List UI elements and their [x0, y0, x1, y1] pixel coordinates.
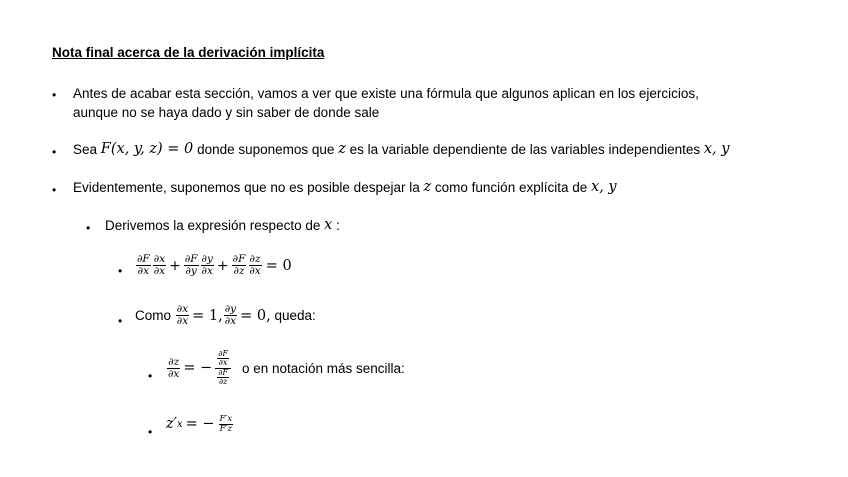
bullet-marker: •: [148, 369, 153, 383]
formula-F: F(x, y, z) = 0: [100, 141, 194, 157]
bullet-marker: •: [118, 314, 123, 328]
bullet-marker: •: [52, 88, 57, 102]
bullet-marker: •: [52, 183, 57, 197]
bullet2: Sea F(x, y, z) = 0 donde suponemos que z es la variable dependiente de las variables independientes x, y: [73, 141, 730, 157]
bullet4: Derivemos la expresión respecto de x :: [105, 217, 340, 233]
equation-chain-rule: $\frac{\partial F}{\partial x}$ $\frac{\partial x}{\partial x}$ + $\frac{\partial F}{\partial y}$ $\frac{\partial y}{\partial x}$ + $\frac{\partial F}{\partial z}$ $\frac{\partial z}{\partial x}$ = 0: [137, 253, 292, 278]
bullet-marker: •: [52, 145, 57, 159]
bullet-marker: •: [148, 425, 153, 439]
equation-como: Como $\frac{\partial x}{\partial x}$ = 1, $\frac{\partial y}{\partial x}$ = 0, queda:: [135, 303, 316, 328]
section-title: Nota final acerca de la derivación implícita: [52, 45, 325, 60]
bullet-marker: •: [118, 264, 123, 278]
bullet3: Evidentemente, suponemos que no es posible despejar la z como función explícita de x, y: [73, 179, 617, 195]
equation-implicit-derivative: $\frac{\partial z}{\partial x}$ = − $\frac{\frac{\partial F}{\partial x}}{\frac{\partial F}{\partial z}}$ o en notación más sencilla:: [168, 349, 405, 387]
bullet1-line1: Antes de acabar esta sección, vamos a ver que existe una fórmula que algunos aplican en los ejercicios,: [73, 86, 699, 101]
bullet1-line2: aunque no se haya dado y sin saber de donde sale: [73, 105, 380, 120]
equation-short-notation: z′ x = − $\frac{F'x}{F'z}$: [166, 414, 233, 434]
bullet-marker: •: [86, 221, 91, 235]
